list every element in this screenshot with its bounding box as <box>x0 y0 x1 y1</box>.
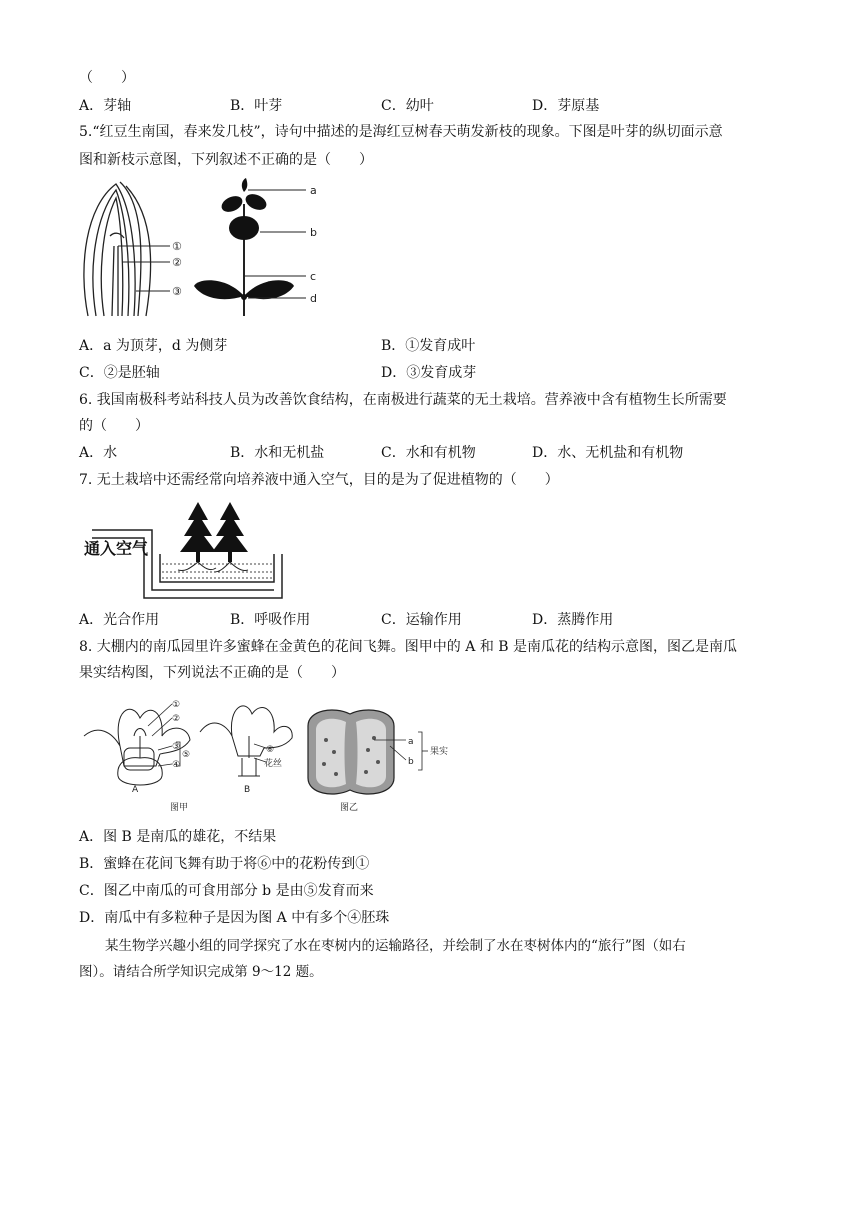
flower-a-label-3: ③ <box>172 742 181 752</box>
branch-label-d: d <box>310 292 317 305</box>
flower-a-label-5: ⑤ <box>182 750 191 760</box>
q8-option-d: D．南瓜中有多粒种子是因为图 A 中有多个④胚珠 <box>79 910 390 926</box>
flower-a-label-4: ④ <box>172 760 181 770</box>
q7-option-c: C．运输作用 <box>381 612 462 628</box>
q4-option-a: A．芽轴 <box>79 98 132 114</box>
q5-bud-and-branch-figure <box>76 176 336 326</box>
branch-label-a: a <box>310 184 317 197</box>
bud-label-2: ② <box>172 256 182 269</box>
flower-a-name: A <box>132 785 139 795</box>
q6-option-c: C．水和有机物 <box>381 445 476 461</box>
q6-option-a: A．水 <box>79 445 118 461</box>
q4-answer-paren: （ ） <box>79 70 135 86</box>
q7-air-pump-figure <box>78 498 288 603</box>
plant-drawings <box>180 502 248 562</box>
q9-12-intro-line2: 图）。请结合所学知识完成第 9～12 题。 <box>79 964 323 980</box>
q8-option-b: B．蜜蜂在花间飞舞有助于将⑥中的花粉传到① <box>79 856 370 872</box>
fruit-label-fruit: 果实 <box>430 747 449 757</box>
leaf-bud-section-drawing <box>84 182 151 316</box>
q5-option-a: A．a 为顶芽，d 为侧芽 <box>79 338 228 354</box>
flower-b-name: B <box>244 785 251 795</box>
q5-stem-line1: 5.“红豆生南国，春来发几枝”，诗句中描述的是海红豆树春天萌发新枝的现象。下图是叶芽的纵切面示意 <box>79 124 723 140</box>
flower-b-label-6: ⑥ <box>266 745 275 755</box>
q8-stem-line2: 果实结构图，下列说法不正确的是（ ） <box>79 665 345 681</box>
q5-option-c: C．②是胚轴 <box>79 365 160 381</box>
q7-option-b: B．呼吸作用 <box>230 612 311 628</box>
q9-12-intro-line1: 某生物学兴趣小组的同学探究了水在枣树内的运输路径，并绘制了水在枣树体内的“旅行”图（如右 <box>105 938 686 954</box>
q6-stem-line2: 的（ ） <box>79 418 149 434</box>
branch-label-c: c <box>310 270 317 283</box>
air-inlet-label: 通入空气 <box>84 539 149 558</box>
q4-option-d: D．芽原基 <box>532 98 600 114</box>
q6-stem-line1: 6. 我国南极科考站科技人员为改善饮食结构，在南极进行蔬菜的无土栽培。营养液中含有植物生长所需要 <box>79 392 727 408</box>
flower-a-label-2: ② <box>172 714 181 724</box>
fruit-label-a: a <box>408 737 414 747</box>
q6-option-b: B．水和无机盐 <box>230 445 325 461</box>
q7-option-d: D．蒸腾作用 <box>532 612 614 628</box>
q8-stem-line1: 8. 大棚内的南瓜园里许多蜜蜂在金黄色的花间飞舞。图甲中的 A 和 B 是南瓜花的结构示意图，图乙是南瓜 <box>79 639 738 655</box>
q5-option-b: B．①发育成叶 <box>381 338 476 354</box>
figure-yi-caption: 图乙 <box>340 803 359 813</box>
bud-label-1: ① <box>172 240 182 253</box>
figure-jia-caption: 图甲 <box>170 803 189 813</box>
q8-option-c: C．图乙中南瓜的可食用部分 b 是由⑤发育而来 <box>79 883 374 899</box>
pumpkin-fruit-section-drawing <box>308 710 394 794</box>
q4-option-c: C．幼叶 <box>381 98 434 114</box>
q7-stem-line1: 7. 无土栽培中还需经常向培养液中通入空气，目的是为了促进植物的（ ） <box>79 472 559 488</box>
flower-b-label-filament: 花丝 <box>264 759 283 769</box>
flower-a-label-1: ① <box>172 700 181 710</box>
q8-pumpkin-flower-figure <box>78 696 468 814</box>
q7-option-a: A．光合作用 <box>79 612 160 628</box>
bud-label-3: ③ <box>172 285 182 298</box>
branch-label-b: b <box>310 226 317 239</box>
q8-option-a: A．图 B 是南瓜的雄花，不结果 <box>79 829 277 845</box>
q5-option-d: D．③发育成芽 <box>381 365 477 381</box>
fruit-label-b: b <box>408 757 414 767</box>
q5-stem-line2: 图和新枝示意图，下列叙述不正确的是（ ） <box>79 152 373 168</box>
q4-option-b: B．叶芽 <box>230 98 283 114</box>
new-branch-drawing <box>194 178 294 316</box>
q6-option-d: D．水、无机盐和有机物 <box>532 445 684 461</box>
